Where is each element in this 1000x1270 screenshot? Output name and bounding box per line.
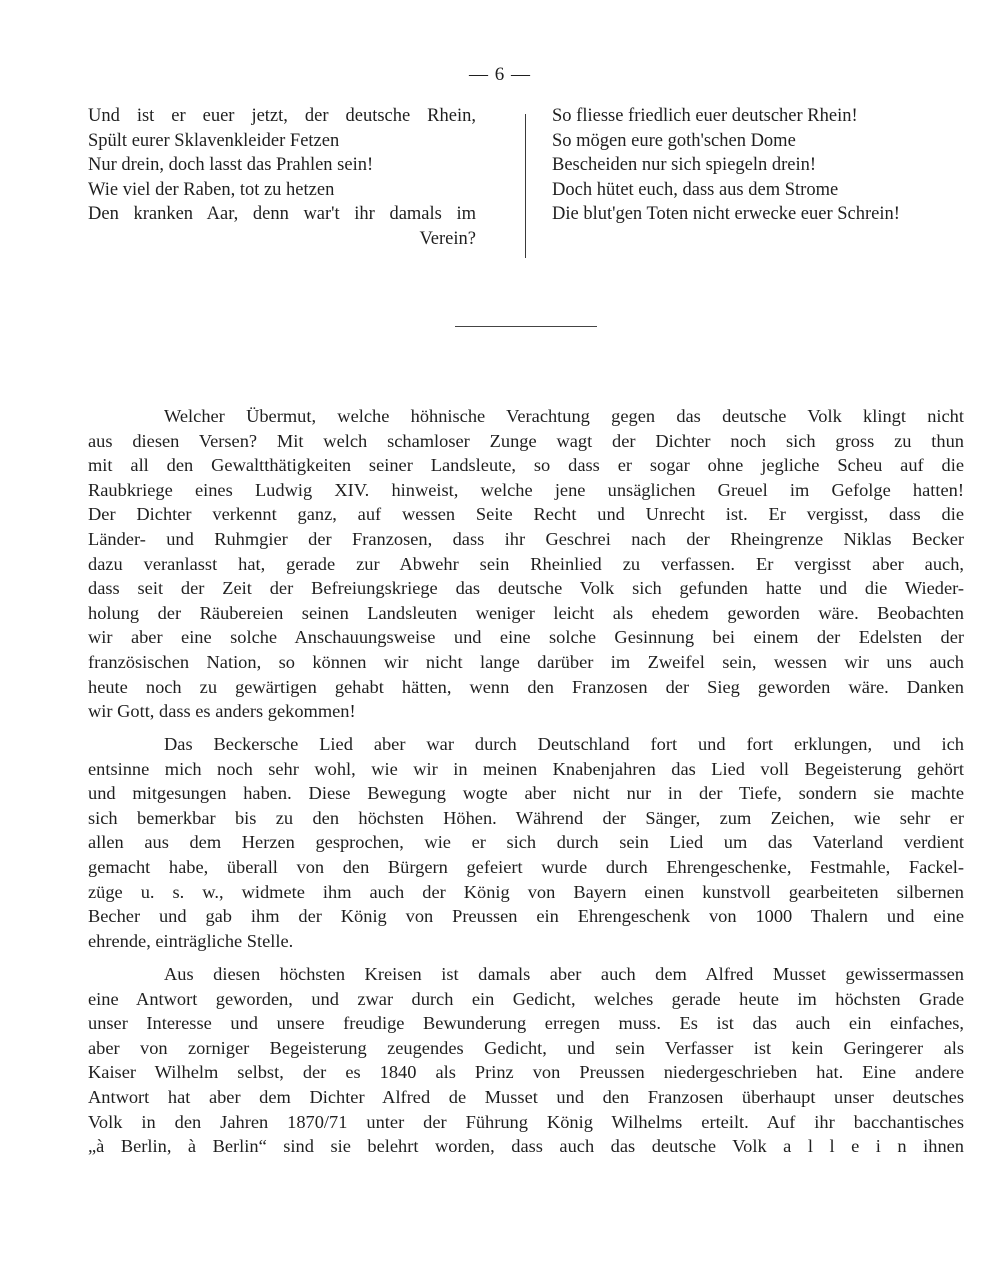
text-line: Volk in den Jahren 1870/71 unter der Führung König Wilhelms erteilt. Auf ihr bacchantisches <box>88 1111 964 1132</box>
paragraph-2 <box>88 732 964 953</box>
text-line: sich bemerkbar bis zu den höchsten Höhen. Während der Sänger, zum Zeichen, wie sehr er <box>88 807 964 828</box>
page-number: — 6 — <box>469 64 531 85</box>
verse-column-divider <box>525 114 526 258</box>
verse-right-line: So fliesse friedlich euer deutscher Rhein! <box>552 106 858 126</box>
text-line: dass seit der Zeit der Befreiungskriege das deutsche Volk sich gefunden hatte und die Wieder- <box>88 578 964 599</box>
paragraph-3 <box>88 962 964 1159</box>
verse-left-line: Spült eurer Sklavenkleider Fetzen <box>88 130 340 151</box>
text-line: wir Gott, dass es anders gekommen! <box>88 701 356 722</box>
verse-right-line: Doch hütet euch, dass aus dem Strome <box>552 179 839 200</box>
text-line: allen aus dem Herzen gesprochen, wie er sich durch sein Lied um das Vaterland verdient <box>88 832 964 853</box>
text-line: eine Antwort geworden, und zwar durch ein Gedicht, welches gerade heute im höchsten Grade <box>88 988 964 1009</box>
text-line: Das Beckersche Lied aber war durch Deutschland fort und fort erklungen, und ich <box>164 734 964 754</box>
text-line: Der Dichter verkennt ganz, auf wessen Seite Recht und Unrecht ist. Er vergisst, dass die <box>88 504 964 525</box>
text-line: und mitgesungen haben. Diese Bewegung wogte aber nicht nur in der Tiefe, sondern sie machte <box>88 783 964 804</box>
text-line: Aus diesen höchsten Kreisen ist damals aber auch dem Alfred Musset gewissermassen <box>164 964 964 984</box>
verse-left-line: Wie viel der Raben, tot zu hetzen <box>88 179 335 200</box>
verse-right-line: So mögen eure goth'schen Dome <box>552 130 796 151</box>
verse-left-line: Den kranken Aar, denn war't ihr damals im <box>88 204 476 224</box>
verse-left-line: Und ist er euer jetzt, der deutsche Rhein, <box>88 106 476 126</box>
text-line: Raubkriege eines Ludwig XIV. hinweist, welche jene unsäglichen Greuel im Gefolge hatten! <box>88 479 964 500</box>
text-line: aus diesen Versen? Mit welch schamloser Zunge wagt der Dichter noch sich gross zu thun <box>88 430 964 451</box>
verse-right-line: Die blut'gen Toten nicht erwecke euer Schrein! <box>552 204 900 224</box>
text-line: wir aber eine solche Anschauungsweise und eine solche Gesinnung bei einem der Edelsten der <box>88 627 964 648</box>
text-line: unser Interesse und unsere freudige Bewunderung erregen muss. Es ist das auch ein einfaches, <box>88 1013 964 1034</box>
verse-right-column <box>552 104 972 227</box>
text-line: „à Berlin, à Berlin“ sind sie belehrt worden, dass auch das deutsche Volk a l l e i n ihnen <box>88 1136 964 1157</box>
text-line: Becher und gab ihm der König von Preussen ein Ehrengeschenk von 1000 Thalern und eine <box>88 906 964 927</box>
text-line: dazu veranlasst hat, gerade zur Abwehr sein Rheinlied zu verfassen. Er vergisst aber auch, <box>88 553 964 574</box>
text-line: holung der Räubereien seinen Landsleuten weniger leicht als ehedem geworden wäre. Beobachten <box>88 602 964 623</box>
text-line: Länder- und Ruhmgier der Franzosen, dass ihr Geschrei nach der Rheingrenze Niklas Becker <box>88 528 964 549</box>
text-line: entsinne mich noch sehr wohl, wie wir in meinen Knabenjahren das Lied voll Begeisterung gehört <box>88 758 964 779</box>
paragraph-1 <box>88 404 964 724</box>
text-line: aber von zorniger Begeisterung zeugendes Gedicht, und sein Verfasser ist kein Geringerer als <box>88 1037 964 1058</box>
text-line: heute noch zu gewärtigen gehabt hätten, wenn den Franzosen der Sieg geworden wäre. Danken <box>88 676 964 697</box>
section-divider-rule <box>455 326 597 327</box>
text-line: gemacht habe, überall von den Bürgern gefeiert wurde durch Ehrengeschenke, Festmahle, Fackel- <box>88 856 964 877</box>
text-line: Antwort hat aber dem Dichter Alfred de Musset und den Franzosen überhaupt unser deutsches <box>88 1086 964 1107</box>
text-line: züge u. s. w., widmete ihm auch der König von Bayern einen kunstvoll gearbeiteten silbernen <box>88 881 964 902</box>
verse-right-line: Bescheiden nur sich spiegeln drein! <box>552 155 817 175</box>
text-line: Welcher Übermut, welche höhnische Verachtung gegen das deutsche Volk klingt nicht <box>164 406 964 426</box>
text-line: französischen Nation, so können wir nicht lange darüber im Zweifel sein, wessen wir uns auch <box>88 651 964 672</box>
verse-left-column <box>88 104 476 251</box>
verse-left-line: Nur drein, doch lasst das Prahlen sein! <box>88 155 374 175</box>
verse-left-line: Verein? <box>419 228 476 249</box>
text-line: mit all den Gewaltthätigkeiten seiner Landsleute, so dass er sogar ohne jegliche Scheu auf die <box>88 455 964 476</box>
text-line: ehrende, einträgliche Stelle. <box>88 930 294 951</box>
text-line: Kaiser Wilhelm selbst, der es 1840 als Prinz von Preussen niedergeschrieben hat. Eine andere <box>88 1062 964 1083</box>
